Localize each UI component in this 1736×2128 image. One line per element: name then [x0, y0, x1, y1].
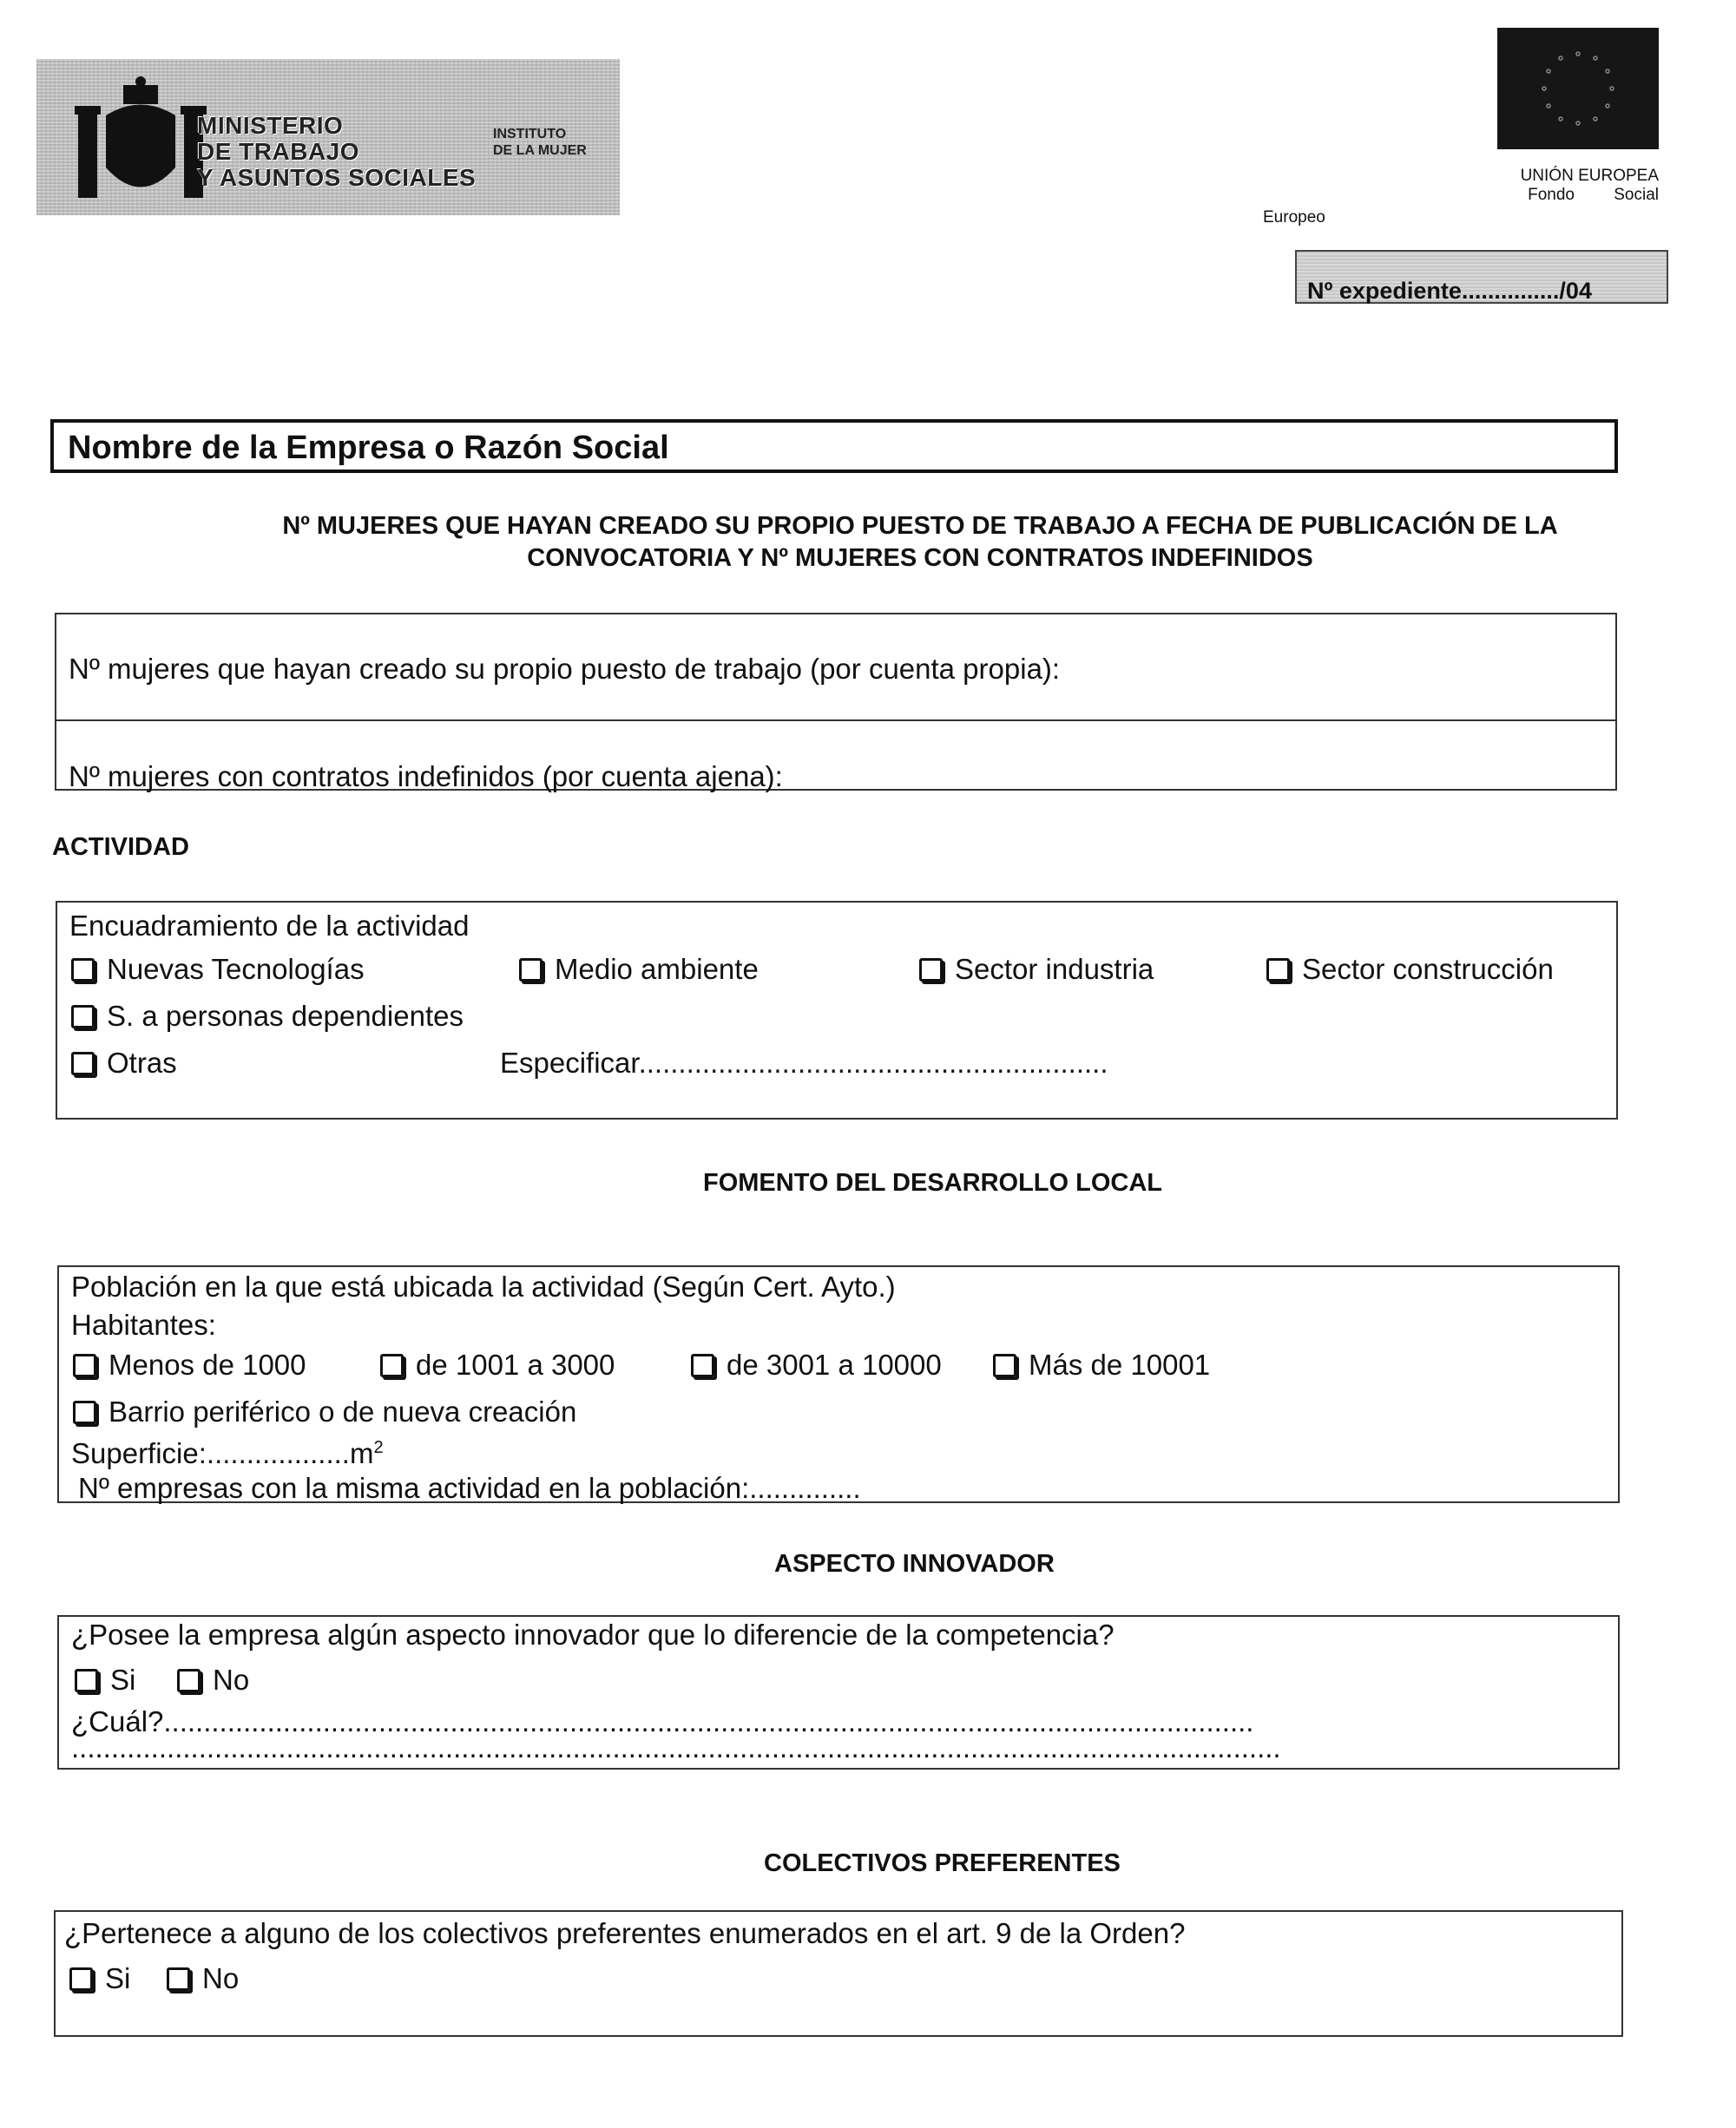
- checkbox[interactable]: [177, 1669, 201, 1692]
- cual-extra-line[interactable]: ........................................................................................................................................................: [71, 1731, 1281, 1763]
- option-otras[interactable]: Otras: [71, 1047, 177, 1080]
- checkbox[interactable]: [167, 1967, 190, 1991]
- option-medio-ambiente[interactable]: Medio ambiente: [519, 953, 759, 986]
- option-innovador-si[interactable]: Si: [75, 1664, 135, 1697]
- actividad-box: [56, 901, 1618, 1120]
- company-name-label: Nombre de la Empresa o Razón Social: [68, 430, 669, 466]
- checkbox[interactable]: [69, 1967, 93, 1991]
- expediente-field[interactable]: [1295, 250, 1668, 304]
- checkbox[interactable]: [1266, 958, 1290, 982]
- own-job-field[interactable]: Nº mujeres que hayan creado su propio puesto de trabajo (por cuenta propia):: [69, 653, 1061, 685]
- actividad-title: ACTIVIDAD: [52, 833, 189, 861]
- option-barrio-periferico[interactable]: Barrio periférico o de nueva creación: [73, 1396, 576, 1429]
- expediente-label: Nº expediente.............../04: [1307, 278, 1592, 304]
- fomento-box: [57, 1265, 1620, 1503]
- empresas-field[interactable]: Nº empresas con la misma actividad en la población:..............: [78, 1472, 861, 1504]
- option-innovador-no[interactable]: No: [177, 1664, 249, 1697]
- option-menos-1000[interactable]: Menos de 1000: [73, 1349, 306, 1382]
- eu-label: UNIÓN EUROPEA Fondo Social: [1520, 167, 1659, 204]
- checkbox[interactable]: [71, 958, 95, 982]
- checkbox[interactable]: [71, 1052, 95, 1075]
- checkbox[interactable]: [691, 1354, 714, 1377]
- ministry-name: MINISTERIO DE TRABAJO Y ASUNTOS SOCIALES: [197, 112, 477, 191]
- checkbox[interactable]: [519, 958, 542, 982]
- option-colectivos-no[interactable]: No: [167, 1962, 239, 1995]
- checkbox[interactable]: [71, 1005, 95, 1028]
- habitantes-label: Habitantes:: [71, 1309, 216, 1341]
- colectivos-box: [54, 1910, 1623, 2037]
- instituto-mujer: INSTITUTO DE LA MUJER: [493, 127, 587, 158]
- option-mas-10001[interactable]: Más de 10001: [993, 1349, 1210, 1382]
- company-name-field[interactable]: [50, 419, 1618, 473]
- checkbox[interactable]: [380, 1354, 404, 1377]
- fomento-title: FOMENTO DEL DESARROLLO LOCAL: [703, 1169, 1162, 1197]
- superficie-field[interactable]: $Superficie:..................m^2$: [71, 1437, 384, 1469]
- especificar-field[interactable]: Especificar...........................................................: [500, 1047, 1108, 1079]
- colectivos-title: COLECTIVOS PREFERENTES: [764, 1849, 1121, 1877]
- checkbox[interactable]: [75, 1669, 98, 1692]
- cual-field[interactable]: ¿Cuál?.........................................................................................................................................: [71, 1705, 1254, 1737]
- innovador-box: [57, 1615, 1620, 1770]
- checkbox[interactable]: [919, 958, 943, 982]
- eu-label-europeo: Europeo: [1263, 208, 1325, 227]
- option-personas-dependientes[interactable]: S. a personas dependientes: [71, 1000, 464, 1033]
- option-sector-industria[interactable]: Sector industria: [919, 953, 1154, 986]
- option-3001-10000[interactable]: de 3001 a 10000: [691, 1349, 942, 1382]
- checkbox[interactable]: [993, 1354, 1016, 1377]
- row-divider: [56, 719, 1615, 721]
- coat-of-arms-icon: [71, 76, 210, 207]
- option-colectivos-si[interactable]: Si: [69, 1962, 130, 1995]
- women-counts-box: [55, 613, 1617, 791]
- checkbox[interactable]: [73, 1354, 96, 1377]
- checkbox[interactable]: [73, 1401, 96, 1424]
- innovador-title: ASPECTO INNOVADOR: [774, 1550, 1055, 1578]
- innovador-question: ¿Posee la empresa algún aspecto innovador que lo diferencie de la competencia?: [71, 1619, 1115, 1651]
- indefinite-contracts-field[interactable]: Nº mujeres con contratos indefinidos (por cuenta ajena):: [69, 760, 783, 792]
- option-nuevas-tecnologias[interactable]: Nuevas Tecnologías: [71, 953, 365, 986]
- actividad-label: Encuadramiento de la actividad: [69, 910, 470, 942]
- option-1001-3000[interactable]: de 1001 a 3000: [380, 1349, 615, 1382]
- option-sector-construccion[interactable]: Sector construcción: [1266, 953, 1554, 986]
- poblacion-label: Población en la que está ubicada la actividad (Según Cert. Ayto.): [71, 1271, 896, 1303]
- main-heading: Nº MUJERES QUE HAYAN CREADO SU PROPIO PUESTO DE TRABAJO A FECHA DE PUBLICACIÓN DE LA CONVOCATORIA Y Nº MUJERES CON CONTRATOS INDEFINIDOS: [282, 512, 1558, 572]
- colectivos-question: ¿Pertenece a alguno de los colectivos preferentes enumerados en el art. 9 de la Orden?: [64, 1917, 1186, 1949]
- eu-flag-icon: [1497, 28, 1659, 149]
